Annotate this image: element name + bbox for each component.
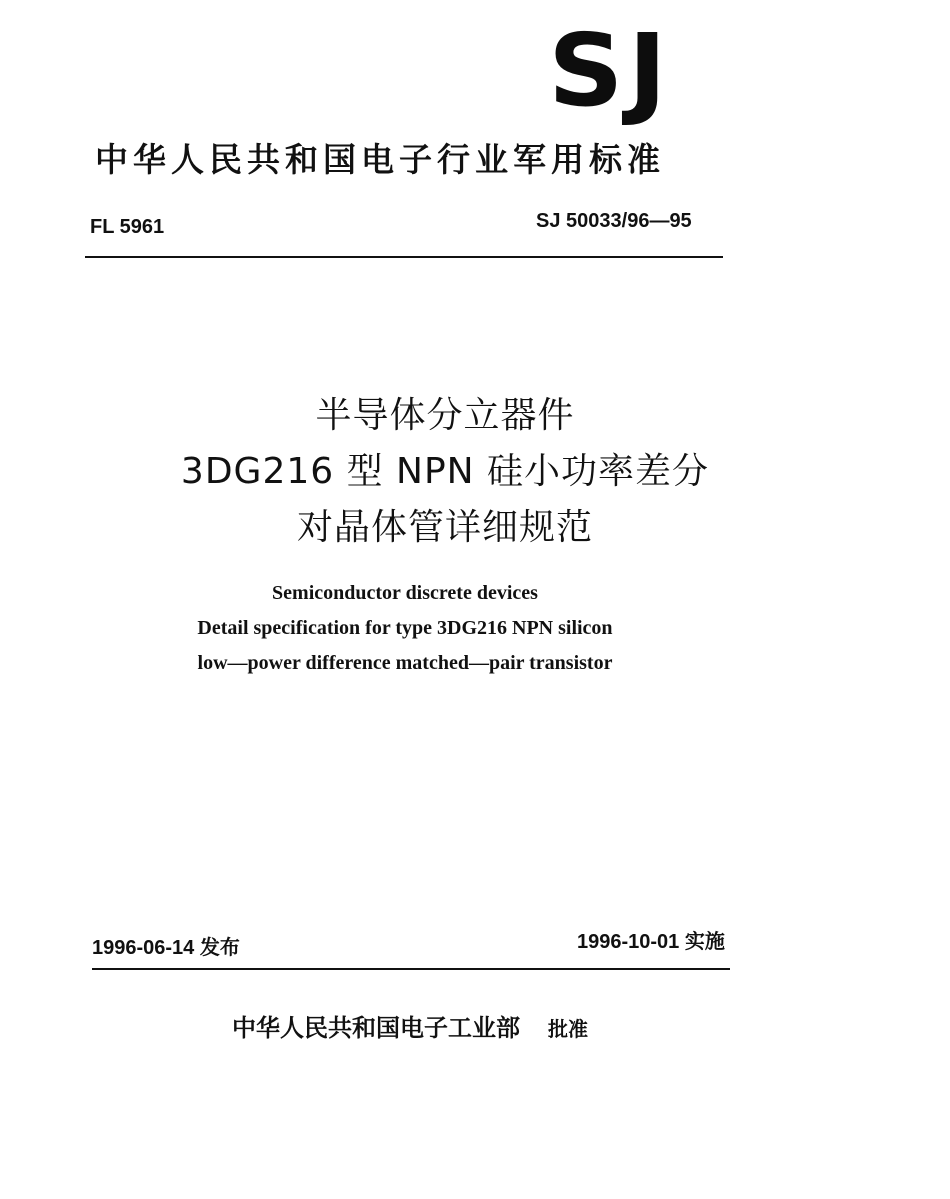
- footer-divider: [92, 968, 730, 970]
- title-line-2: 3DG216 型 NPN 硅小功率差分: [180, 451, 710, 492]
- title-line-3: 对晶体管详细规范: [296, 507, 593, 548]
- title-line-1: 半导体分立器件: [315, 395, 575, 436]
- header-divider: [85, 256, 723, 258]
- english-title-line-3: low—power difference matched—pair transistor: [197, 652, 613, 674]
- chinese-title: [95, 388, 795, 556]
- approval-line: [232, 1010, 588, 1047]
- issue-date: 1996-06-14 发布: [92, 937, 240, 959]
- english-title: [95, 576, 715, 681]
- english-title-line-2: Detail specification for type 3DG216 NPN silicon: [197, 617, 613, 639]
- approving-body: 中华人民共和国电子工业部: [232, 1014, 520, 1042]
- approval-word: 批准: [548, 1017, 588, 1041]
- standard-number: SJ 50033/96—95: [536, 210, 692, 232]
- english-title-line-1: Semiconductor discrete devices: [272, 582, 538, 604]
- sj-logo: SJ: [548, 12, 672, 129]
- effective-date: 1996-10-01 实施: [577, 931, 725, 953]
- classification-code: FL 5961: [90, 216, 165, 238]
- organization-title: 中华人民共和国电子行业军用标准: [95, 140, 665, 179]
